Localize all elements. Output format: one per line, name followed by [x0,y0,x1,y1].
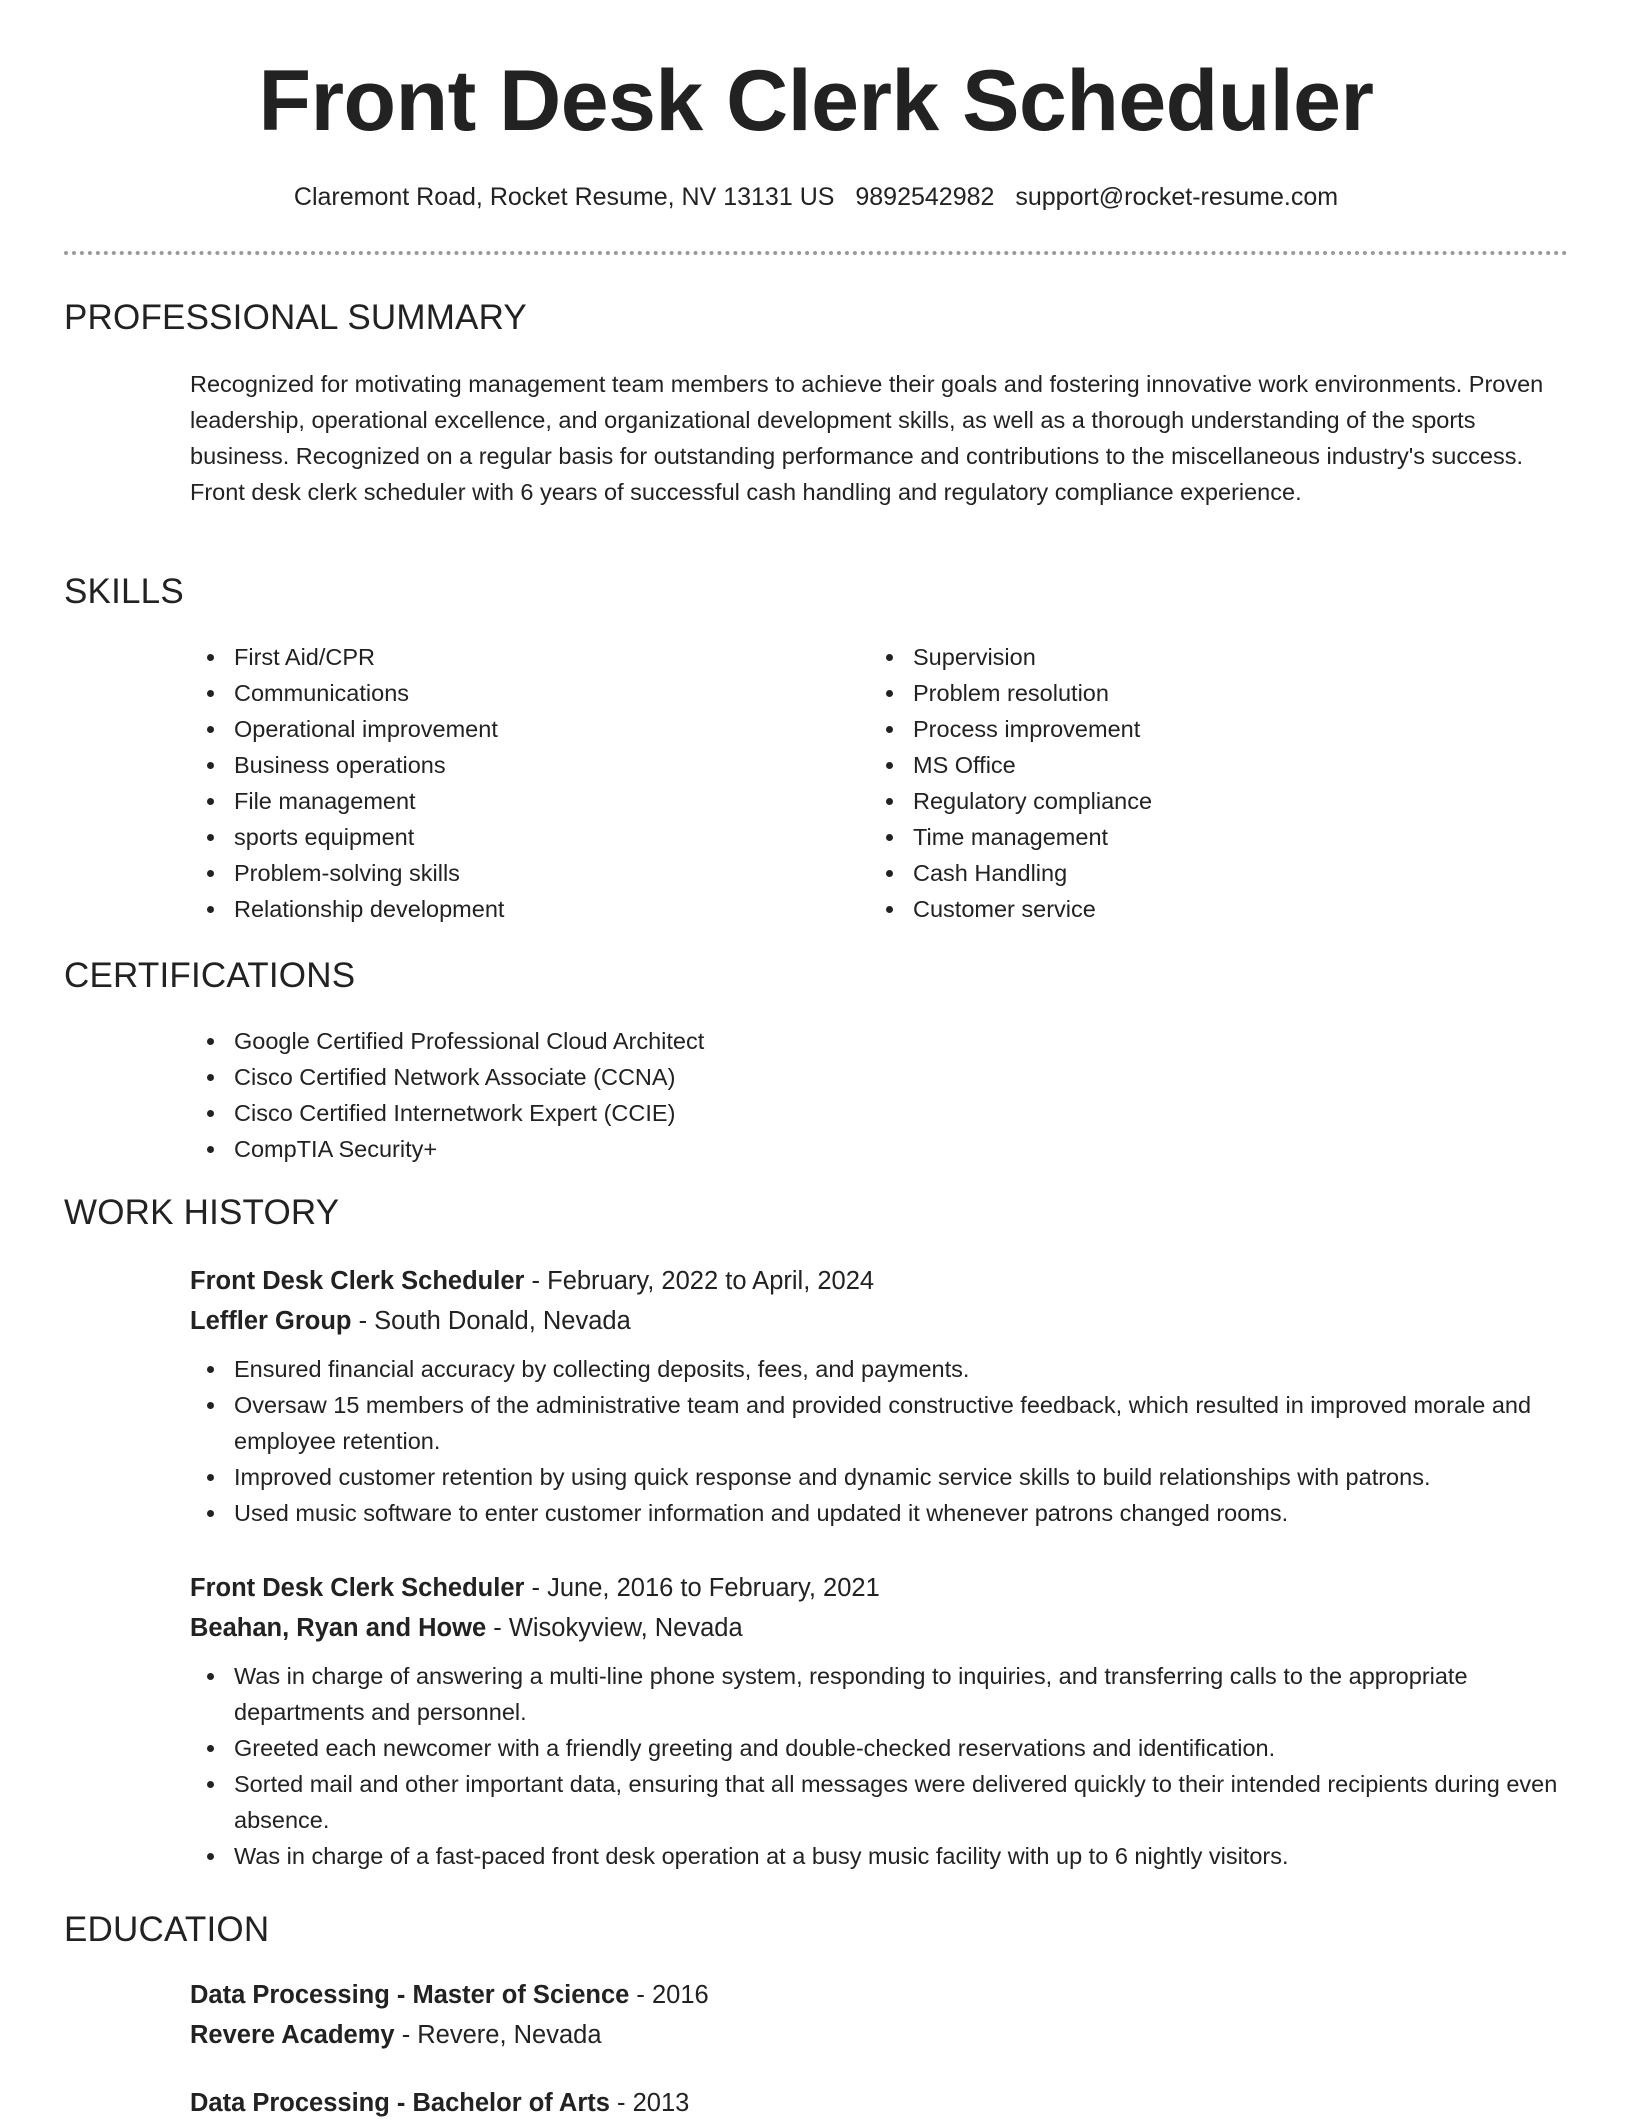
list-item: Sorted mail and other important data, ensuring that all messages were delivered quickly to their intended recipients during even absence. [234,1766,1590,1838]
list-item: MS Office [913,747,1152,783]
summary-text: Recognized for motivating management team members to achieve their goals and fostering innovative work environments. Proven leadership, operational excellence, and organizational development skills, as well as a thorough understanding of the sports business. Recognized on a regular basis for outstanding performance and contributions to the miscellaneous industry's success. Front desk clerk scheduler with 6 years of successful cash handling and regulatory compliance experience. [190,371,1544,505]
job-role: Front Desk Clerk Scheduler [190,1574,525,1602]
list-item: sports equipment [234,819,504,855]
list-item: Regulatory compliance [913,783,1152,819]
candidate-name: Front Desk Clerk Scheduler [258,53,1374,149]
contact-address: Claremont Road, Rocket Resume, NV 13131 US [293,183,835,211]
education-year: - 2013 [609,2089,690,2117]
certifications-list [190,1023,704,1167]
education-school: Revere Academy [190,2021,395,2049]
job-location: - South Donald, Nevada [351,1307,631,1335]
list-item: Cisco Certified Internetwork Expert (CCIE) [234,1095,704,1131]
job-location: - Wisokyview, Nevada [486,1614,743,1642]
list-item: File management [234,783,504,819]
list-item: Communications [234,675,504,711]
education-entry [190,2083,689,2123]
header-divider [64,251,1568,255]
skills-heading: SKILLS [64,572,184,611]
list-item: Oversaw 15 members of the administrative team and provided constructive feedback, which resulted in improved morale and employee retention. [234,1387,1590,1459]
education-school-line [190,2015,709,2055]
contact-line [0,183,1632,212]
list-item: Problem resolution [913,675,1152,711]
education-heading: EDUCATION [64,1910,270,1949]
job-entry [190,1568,1590,1874]
job-title-line [190,1568,1590,1608]
job-title-line [190,1261,1590,1301]
job-company: Beahan, Ryan and Howe [190,1614,487,1642]
education-location: - Revere, Nevada [394,2021,602,2049]
job-company-line [190,1301,1590,1341]
skills-list-right [869,639,1152,927]
job-dates: - February, 2022 to April, 2024 [524,1267,875,1295]
list-item: Cash Handling [913,855,1152,891]
list-item: Improved customer retention by using quick response and dynamic service skills to build relationships with patrons. [234,1459,1590,1495]
skills-list-left [190,639,504,927]
list-item: CompTIA Security+ [234,1131,704,1167]
contact-phone: 9892542982 [855,183,995,211]
work-history-heading: WORK HISTORY [64,1193,340,1232]
job-company-line [190,1608,1590,1648]
education-year: - 2016 [629,1981,709,2009]
job-bullets [190,1658,1590,1874]
list-item: Process improvement [913,711,1152,747]
education-degree-line [190,1975,709,2015]
education-entry [190,1975,709,2055]
list-item: Relationship development [234,891,504,927]
list-item: Used music software to enter customer information and updated it whenever patrons changed rooms. [234,1495,1590,1531]
list-item: Ensured financial accuracy by collecting deposits, fees, and payments. [234,1351,1590,1387]
list-item: Supervision [913,639,1152,675]
education-degree: Data Processing - Bachelor of Arts [190,2089,610,2117]
summary-heading: PROFESSIONAL SUMMARY [64,298,527,337]
list-item: Cisco Certified Network Associate (CCNA) [234,1059,704,1095]
list-item: Problem-solving skills [234,855,504,891]
job-company: Leffler Group [190,1307,352,1335]
list-item: Was in charge of answering a multi-line phone system, responding to inquiries, and transferring calls to the appropriate departments and personnel. [234,1658,1590,1730]
education-degree: Data Processing - Master of Science [190,1981,630,2009]
education-degree-line [190,2083,689,2123]
job-dates: - June, 2016 to February, 2021 [524,1574,880,1602]
list-item: Greeted each newcomer with a friendly greeting and double-checked reservations and identification. [234,1730,1590,1766]
list-item: Google Certified Professional Cloud Architect [234,1023,704,1059]
list-item: Operational improvement [234,711,504,747]
list-item: Time management [913,819,1152,855]
list-item: Business operations [234,747,504,783]
job-bullets [190,1351,1590,1531]
contact-email: support@rocket-resume.com [1015,183,1339,211]
certifications-heading: CERTIFICATIONS [64,956,356,995]
job-entry [190,1261,1590,1531]
list-item: Was in charge of a fast-paced front desk operation at a busy music facility with up to 6 nightly visitors. [234,1838,1590,1874]
job-role: Front Desk Clerk Scheduler [190,1267,525,1295]
list-item: First Aid/CPR [234,639,504,675]
list-item: Customer service [913,891,1152,927]
